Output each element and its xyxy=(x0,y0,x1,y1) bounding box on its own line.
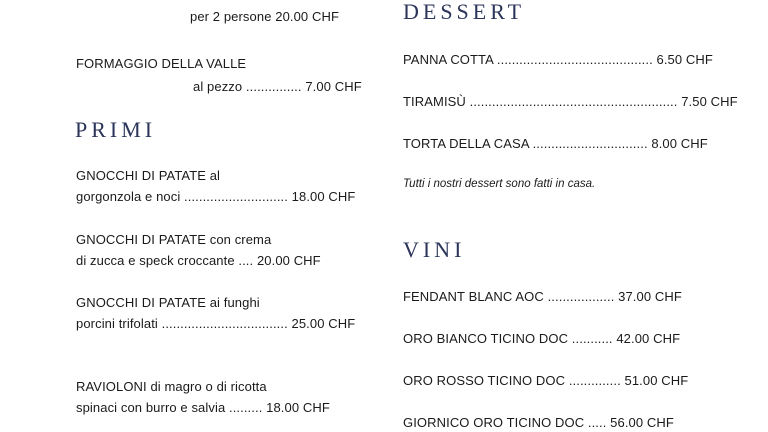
section-heading-primi: PRIMI xyxy=(75,117,157,142)
menu-item-line: GIORNICO ORO TICINO DOC ..... 56.00 CHF xyxy=(403,415,674,430)
menu-item-name: RAVIOLONI di magro o di ricotta xyxy=(76,379,267,394)
menu-item-name: FORMAGGIO DELLA VALLE xyxy=(76,56,247,71)
menu-item-line: TIRAMISÙ ........................................................ 7.50 CHF xyxy=(403,94,738,109)
menu-item-price-line: porcini trifolati .................................. 25.00 CHF xyxy=(76,316,356,331)
menu-item-price-line: di zucca e speck croccante .... 20.00 CHF xyxy=(76,253,321,268)
menu-item-name: GNOCCHI DI PATATE al xyxy=(76,168,221,183)
menu-item-price-line: al pezzo ............... 7.00 CHF xyxy=(193,79,362,94)
menu-item-name: GNOCCHI DI PATATE ai funghi xyxy=(76,295,260,310)
section-heading-dessert: DESSERT xyxy=(403,0,526,24)
menu-item-line: PANNA COTTA .......................................... 6.50 CHF xyxy=(403,52,713,67)
menu-item-line: ORO ROSSO TICINO DOC .............. 51.00 CHF xyxy=(403,373,689,388)
menu-item-name: GNOCCHI DI PATATE con crema xyxy=(76,232,272,247)
menu-item-line: FENDANT BLANC AOC .................. 37.00 CHF xyxy=(403,289,682,304)
menu-item-line: TORTA DELLA CASA ............................... 8.00 CHF xyxy=(403,136,708,151)
menu-item-line: ORO BIANCO TICINO DOC ........... 42.00 CHF xyxy=(403,331,681,346)
dessert-note: Tutti i nostri dessert sono fatti in casa. xyxy=(403,178,596,190)
menu-item-price-line: per 2 persone 20.00 CHF xyxy=(190,9,339,24)
menu-item-price-line: gorgonzola e noci ............................ 18.00 CHF xyxy=(76,189,356,204)
menu-item-price-line: spinaci con burro e salvia ......... 18.00 CHF xyxy=(76,400,330,415)
section-heading-vini: VINI xyxy=(403,237,466,262)
